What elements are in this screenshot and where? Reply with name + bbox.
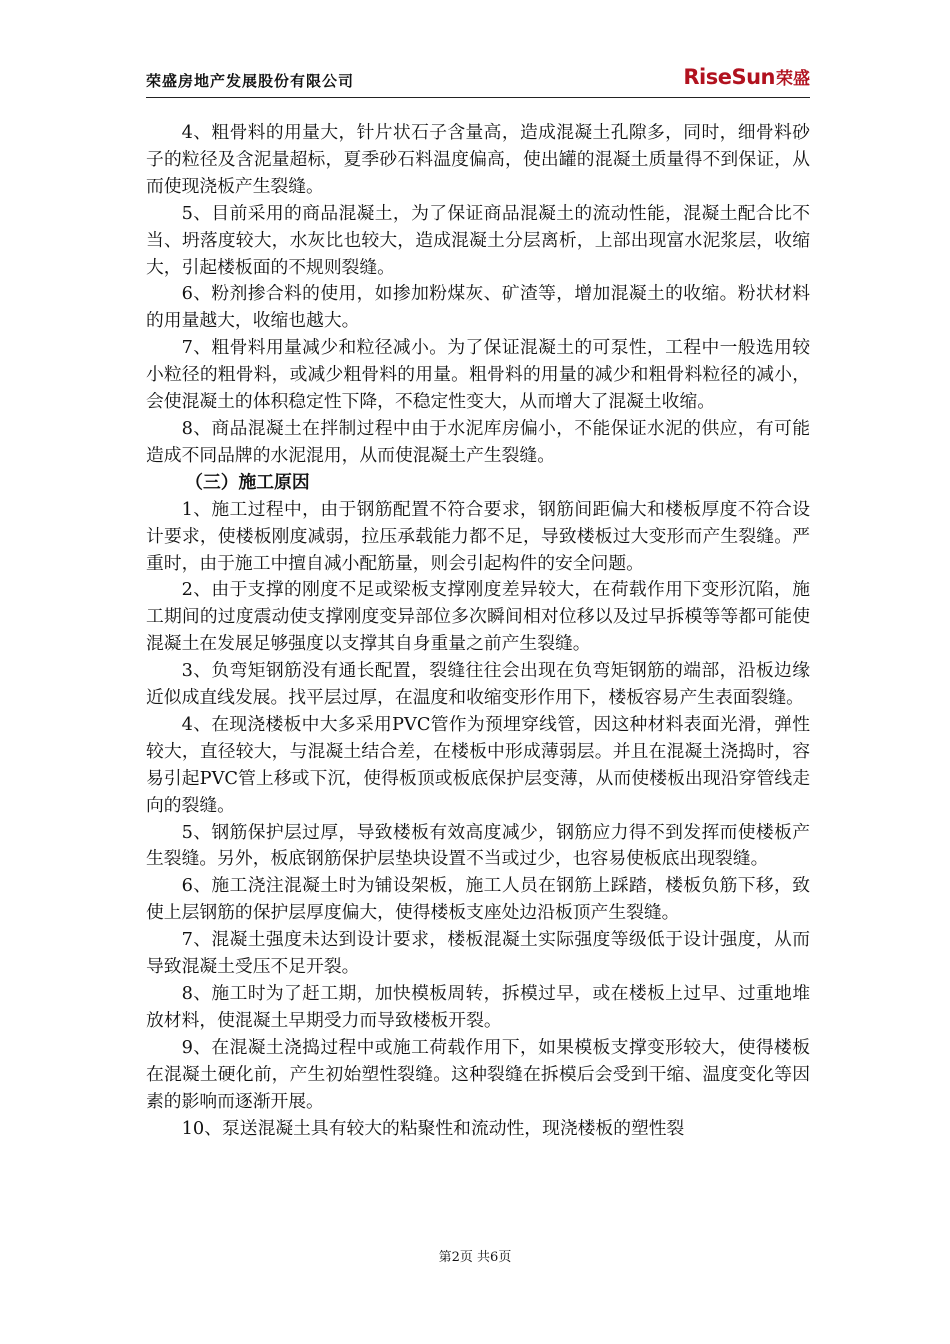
paragraph-construction-2: 2、由于支撑的刚度不足或梁板支撑刚度差异较大，在荷载作用下变形沉陷，施工期间的过度震动使支撑刚度变异部位多次瞬间相对位移以及过早拆模等等都可能使混凝土在发展足够强度以支撑其自身重量之前产生裂缝。 [146,579,810,655]
page-header [146,60,810,96]
paragraph-construction-1: 1、施工过程中，由于钢筋配置不符合要求，钢筋间距偏大和楼板厚度不符合设计要求，使楼板刚度减弱，拉压承载能力都不足，导致楼板过大变形而产生裂缝。严重时，由于施工中擅自减小配筋量，则会引起构件的安全问题。 [146,498,810,574]
logo-latin: RiseSun [683,65,775,89]
logo-cn: 荣盛 [776,69,810,89]
paragraph-construction-3: 3、负弯矩钢筋没有通长配置，裂缝往往会出现在负弯矩钢筋的端部，沿板边缘近似成直线发展。找平层过厚，在温度和收缩变形作用下，楼板容易产生表面裂缝。 [146,660,810,709]
header-divider [146,97,810,98]
risesun-logo [683,64,810,89]
paragraph-construction-9: 9、在混凝土浇捣过程中或施工荷载作用下，如果模板支撑变形较大，使得楼板在混凝土硬化前，产生初始塑性裂缝。这种裂缝在拆模后会受到干缩、温度变化等因素的影响而逐渐开展。 [146,1036,810,1112]
paragraph-construction-4: 4、在现浇楼板中大多采用PVC管作为预埋穿线管，因这种材料表面光滑，弹性较大，直径较大，与混凝土结合差，在楼板中形成薄弱层。并且在混凝土浇捣时，容易引起PVC管上移或下沉，使得板顶或板底保护层变薄，从而使楼板出现沿穿管线走向的裂缝。 [146,713,810,816]
paragraph-material-4: 4、粗骨料的用量大，针片状石子含量高，造成混凝土孔隙多，同时，细骨料砂子的粒径及含泥量超标，夏季砂石料温度偏高，使出罐的混凝土质量得不到保证，从而使现浇板产生裂缝。 [146,122,810,197]
document-body [146,120,810,1142]
paragraph-construction-8: 8、施工时为了赶工期，加快模板周转，拆模过早，或在楼板上过早、过重地堆放材料，使混凝土早期受力而导致楼板开裂。 [146,983,810,1031]
section-heading-construction: （三）施工原因 [185,471,310,493]
page-number: 第2页 共6页 [438,1250,512,1265]
paragraph-material-5: 5、目前采用的商品混凝土，为了保证商品混凝土的流动性能，混凝土配合比不当、坍落度较大，水灰比也较大，造成混凝土分层离析，上部出现富水泥浆层，收缩大，引起楼板面的不规则裂缝。 [146,202,810,278]
paragraph-material-8: 8、商品混凝土在拌制过程中由于水泥库房偏小，不能保证水泥的供应，有可能造成不同品牌的水泥混用，从而使混凝土产生裂缝。 [146,417,810,466]
paragraph-construction-10: 10、泵送混凝土具有较大的粘聚性和流动性，现浇楼板的塑性裂 [181,1117,685,1139]
paragraph-material-7: 7、粗骨料用量减少和粒径减小。为了保证混凝土的可泵性，工程中一般选用较小粒径的粗骨料，或减少粗骨料的用量。粗骨料的用量的减少和粗骨料粒径的减小，会使混凝土的体积稳定性下降，不稳定性变大，从而增大了混凝土收缩。 [146,337,810,413]
paragraph-construction-7: 7、混凝土强度未达到设计要求，楼板混凝土实际强度等级低于设计强度，从而导致混凝土受压不足开裂。 [146,929,810,978]
paragraph-construction-5: 5、钢筋保护层过厚，导致楼板有效高度减少，钢筋应力得不到发挥而使楼板产生裂缝。另外，板底钢筋保护层垫块设置不当或过少，也容易使板底出现裂缝。 [146,821,810,870]
paragraph-construction-6: 6、施工浇注混凝土时为铺设架板，施工人员在钢筋上踩踏，楼板负筋下移，致使上层钢筋的保护层厚度偏大，使得楼板支座处边沿板顶产生裂缝。 [146,875,810,924]
company-name: 荣盛房地产发展股份有限公司 [146,72,355,90]
paragraph-material-6: 6、粉剂掺合料的使用，如掺加粉煤灰、矿渣等，增加混凝土的收缩。粉状材料的用量越大，收缩也越大。 [146,283,810,332]
